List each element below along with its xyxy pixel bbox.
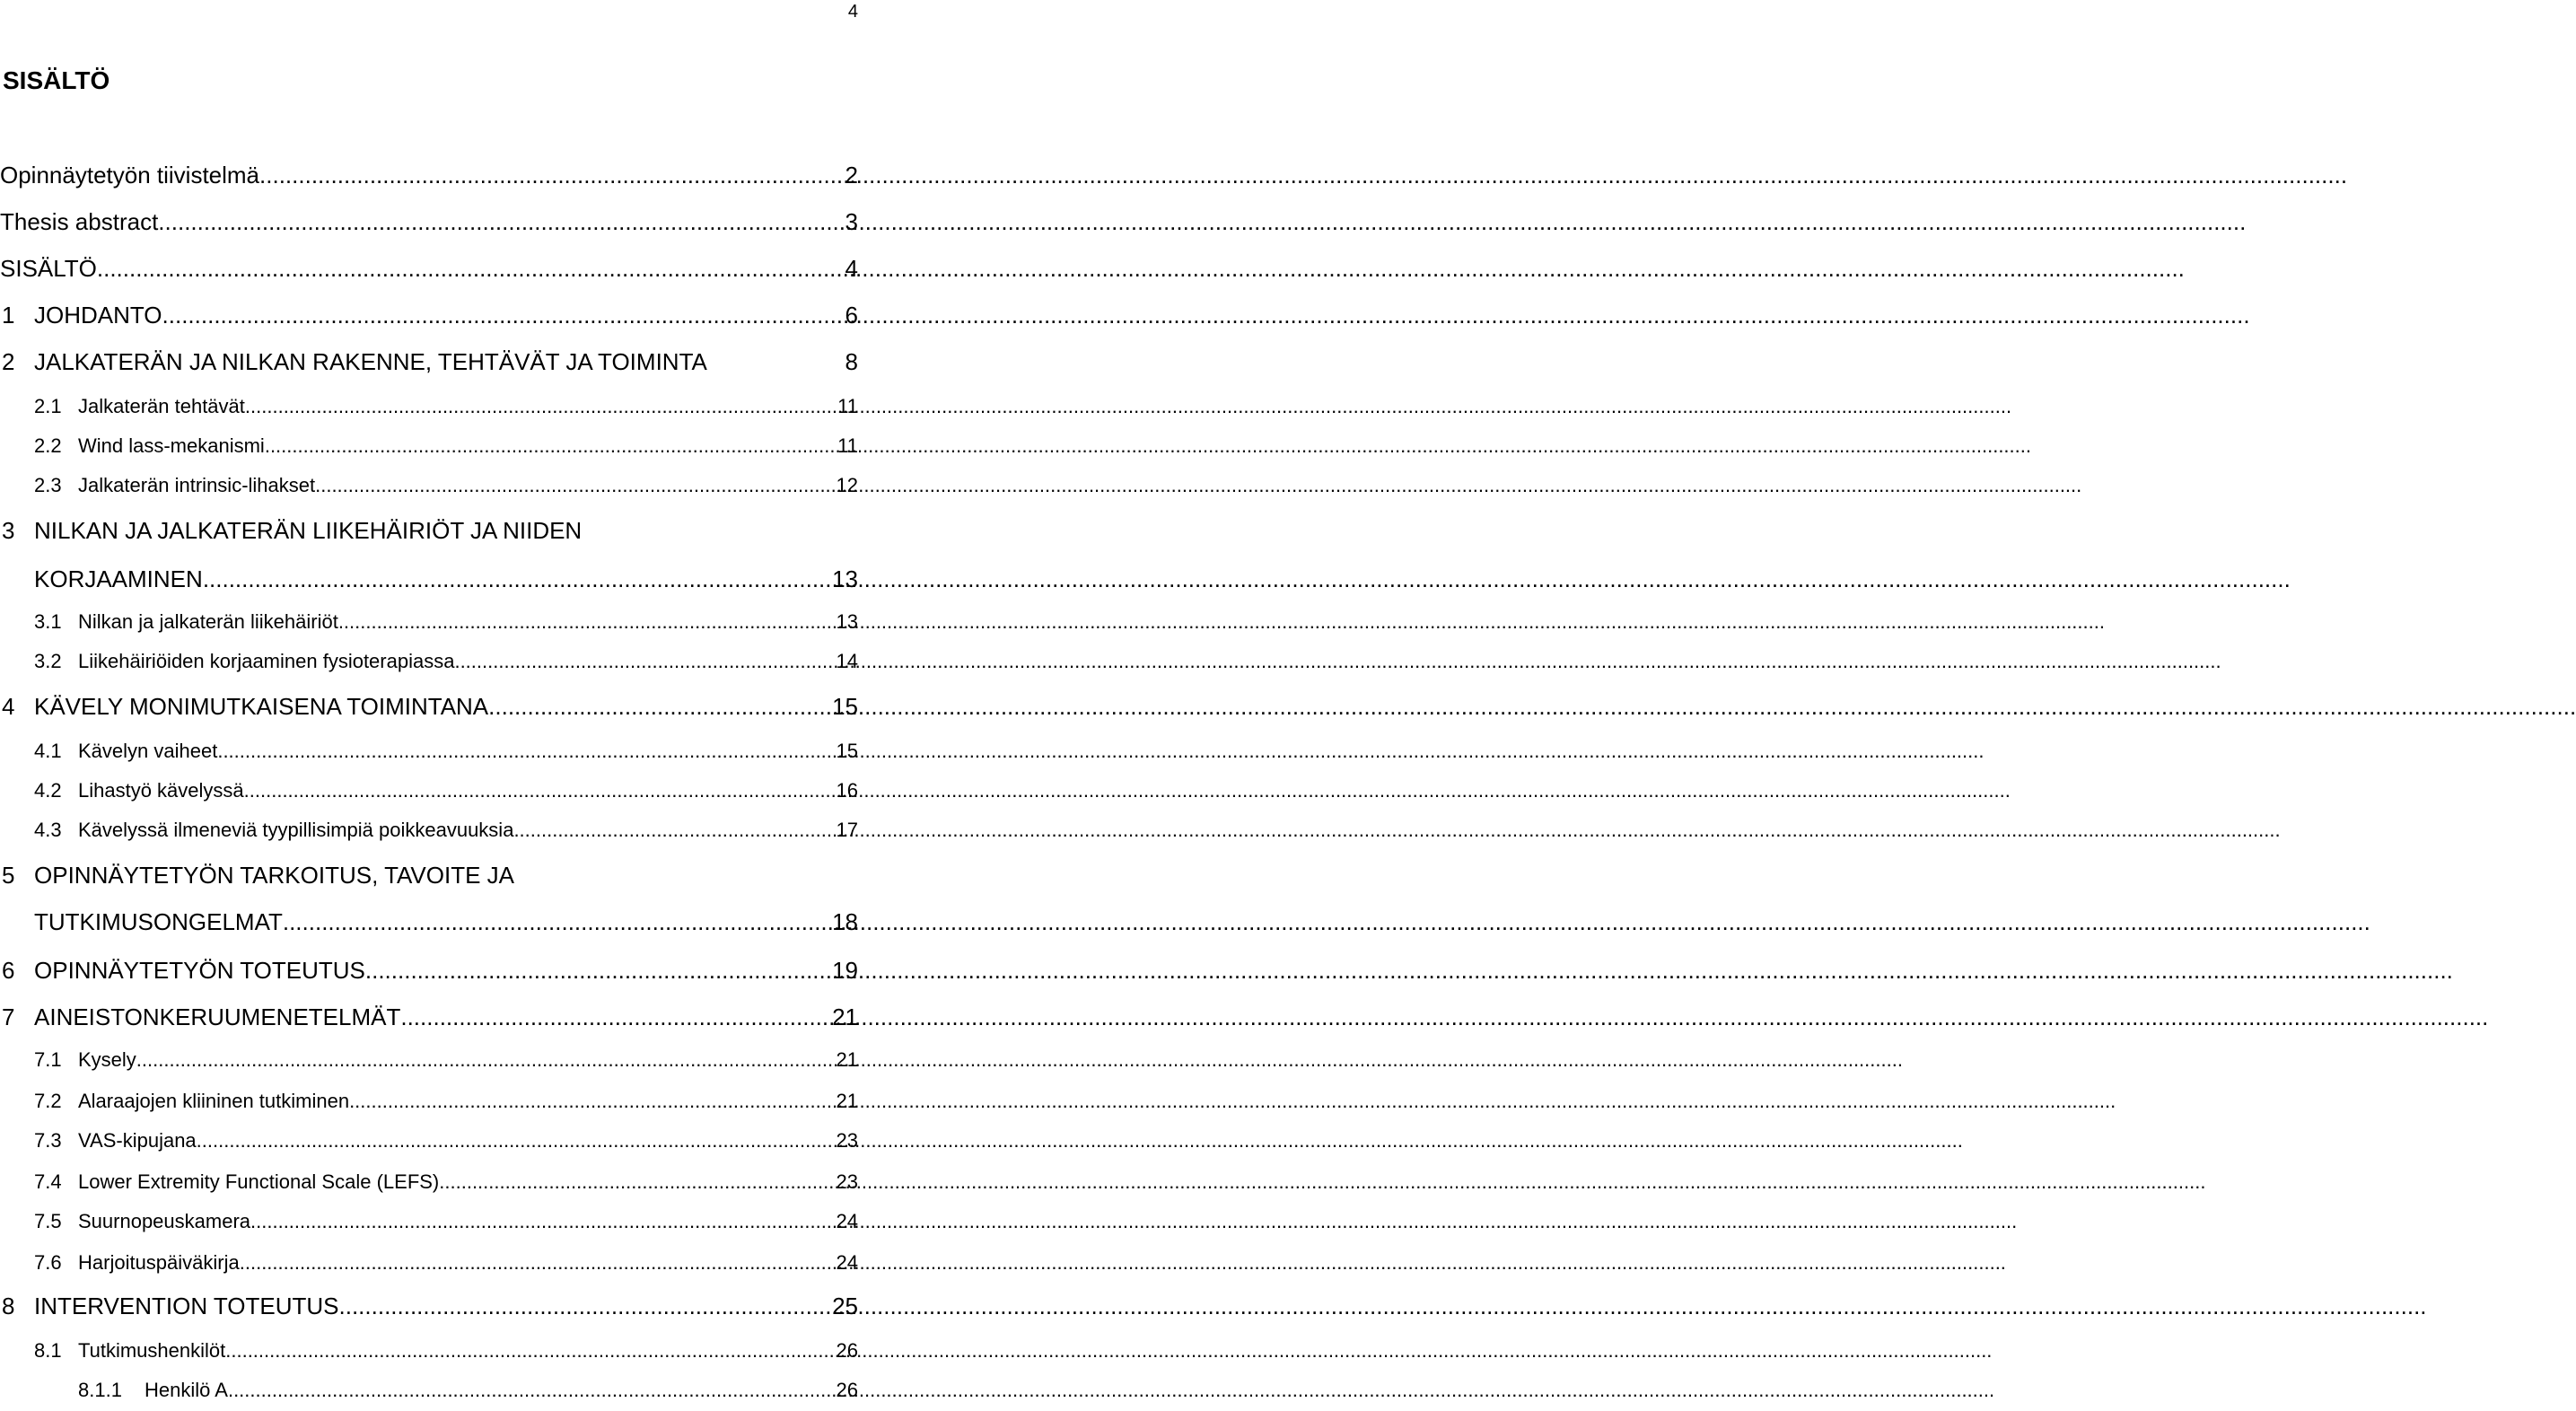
toc-leader-dots [97,255,846,283]
toc-leader-dots [197,1129,837,1152]
toc-leader-dots [240,1251,837,1275]
toc-entry-title: Thesis abstract [0,208,159,235]
toc-entry-title: Jalkaterän tehtävät [78,395,245,417]
toc-entry-number: 3.1 [34,610,62,633]
toc-entry-title: Liikehäiriöiden korjaaminen fysioterapiassa [78,650,455,672]
toc-leader-dots [283,908,832,936]
page-number: 4 [847,2,858,22]
toc-entry-number: 7.1 [34,1048,62,1071]
toc-entry-number: 3.2 [34,650,62,672]
toc-entry[interactable] [0,1293,862,1320]
toc-entry[interactable] [0,474,862,497]
toc-leader-dots [513,819,836,842]
toc-leader-dots [400,1003,832,1031]
toc-entry-page: 23 [836,1129,858,1152]
toc-heading: SISÄLTÖ [3,66,110,94]
toc-leader-dots [259,162,846,189]
toc-entry-page: 13 [836,610,858,633]
toc-entry-title: Alaraajojen kliininen tutkiminen [78,1090,350,1112]
toc-entry[interactable] [0,1129,862,1152]
toc-entry[interactable] [0,908,862,936]
toc-entry-page: 17 [836,819,858,841]
toc-entry-number: 2.2 [34,434,62,457]
toc-entry-page: 24 [836,1251,858,1274]
toc-entry[interactable] [0,693,862,721]
toc-entry-title: VAS-kipujana [78,1129,197,1152]
toc-entry-title: Wind lass-mekanismi [78,434,265,457]
toc-entry-title: Lihastyö kävelyssä [78,779,244,802]
toc-entry-page: 24 [836,1210,858,1232]
toc-leader-dots [454,650,836,673]
toc-entry[interactable] [0,565,862,593]
toc-leader-dots [136,1048,837,1072]
toc-entry-number: 4.3 [34,819,62,841]
toc-entry[interactable] [0,517,862,545]
toc-entry-page: 6 [845,302,858,329]
toc-entry[interactable] [0,434,862,458]
toc-entry-title: KORJAAMINEN [34,565,203,592]
toc-entry-page: 11 [837,434,858,457]
toc-entry-page: 3 [845,208,858,235]
toc-entry-number: 5 [2,862,15,889]
toc-entry-title: Suurnopeuskamera [78,1210,251,1232]
toc-entry-page: 16 [836,779,858,802]
toc-leader-dots [228,1379,837,1402]
toc-entry-title: Tutkimushenkilöt [78,1339,226,1362]
toc-entry-title: OPINNÄYTETYÖN TOTEUTUS [34,957,365,984]
toc-entry-page: 25 [832,1293,858,1319]
toc-leader-dots [338,610,837,634]
toc-entry[interactable] [0,1170,862,1194]
toc-leader-dots [245,395,837,418]
toc-entry-page: 19 [832,957,858,984]
toc-entry[interactable] [0,779,862,802]
toc-entry[interactable] [0,1048,862,1072]
toc-leader-dots [244,779,837,802]
toc-entry-title: INTERVENTION TOTEUTUS [34,1293,339,1319]
toc-entry[interactable] [0,819,862,842]
toc-entry-number: 7.6 [34,1251,62,1274]
toc-entry-number: 4.2 [34,779,62,802]
toc-entry-title: Lower Extremity Functional Scale (LEFS) [78,1170,440,1193]
toc-entry-title: Opinnäytetyön tiivistelmä [0,162,260,188]
toc-entry-number: 7.2 [34,1090,62,1112]
toc-entry-page: 11 [837,395,858,417]
toc-entry-page: 8 [845,348,858,375]
toc-entry-page: 12 [836,474,858,496]
toc-leader-dots [225,1339,836,1363]
toc-entry-title: JALKATERÄN JA NILKAN RAKENNE, TEHTÄVÄT JA TOIMINTA [34,348,707,375]
toc-entry-title: KÄVELY MONIMUTKAISENA TOIMINTANA [34,693,489,720]
toc-entry-page: 15 [832,693,858,720]
toc-entry-page: 13 [832,565,858,592]
toc-entry-page: 2 [845,162,858,188]
toc-entry-number: 4 [2,693,15,720]
toc-entry-title: Nilkan ja jalkaterän liikehäiriöt [78,610,338,633]
toc-entry-title: NILKAN JA JALKATERÄN LIIKEHÄIRIÖT JA NIIDEN [34,517,583,544]
toc-entry-number: 7.3 [34,1129,62,1152]
toc-entry[interactable] [0,957,862,985]
toc-entry-page: 14 [836,650,858,672]
toc-entry[interactable] [0,348,862,376]
toc-entry-page: 26 [836,1339,858,1362]
toc-leader-dots [158,208,845,236]
toc-entry[interactable] [0,1210,862,1233]
toc-entry[interactable] [0,1379,862,1402]
toc-entry-number: 7 [2,1003,15,1030]
toc-entry-title: OPINNÄYTETYÖN TARKOITUS, TAVOITE JA [34,862,515,889]
toc-entry-number: 7.4 [34,1170,62,1193]
toc-entry-title: AINEISTONKERUUMENETELMÄT [34,1003,401,1030]
toc-entry[interactable] [0,1339,862,1363]
toc-leader-dots [339,1293,833,1320]
toc-entry[interactable] [0,650,862,673]
toc-entry-page: 21 [832,1003,858,1030]
toc-leader-dots [217,740,836,763]
toc-leader-dots [439,1170,836,1194]
toc-entry-page: 18 [832,908,858,935]
toc-entry-number: 3 [2,517,15,544]
toc-entry-title: Kävelyn vaiheet [78,740,218,762]
toc-entry-number: 8.1 [34,1339,62,1362]
toc-entry-title: Kysely [78,1048,136,1071]
toc-entry-number: 1 [2,302,15,329]
toc-entry[interactable] [0,255,862,283]
toc-leader-dots [265,434,837,458]
toc-leader-dots [365,957,832,985]
toc-entry-title: JOHDANTO [34,302,162,329]
toc-entry-page: 23 [836,1170,858,1193]
toc-entry[interactable] [0,162,862,189]
toc-entry-number: 4.1 [34,740,62,762]
toc-entry[interactable] [0,208,862,236]
toc-leader-dots [315,474,836,497]
toc-leader-dots [162,302,846,329]
toc-entry-title: Jalkaterän intrinsic-lihakset [78,474,316,496]
toc-entry[interactable] [0,740,862,763]
toc-leader-dots [203,565,832,593]
toc-entry-number: 7.5 [34,1210,62,1232]
toc-entry-title: SISÄLTÖ [0,255,97,282]
toc-entry-number: 2.3 [34,474,62,496]
toc-entry-number: 8 [2,1293,15,1319]
toc-entry-title: TUTKIMUSONGELMAT [34,908,283,935]
toc-entry[interactable] [0,302,862,329]
toc-entry-number: 2 [2,348,15,375]
toc-entry-title: Harjoituspäiväkirja [78,1251,240,1274]
toc-entry-page: 21 [836,1090,858,1112]
toc-entry-page: 15 [836,740,858,762]
toc-entry-page: 4 [845,255,858,282]
toc-entry-page: 26 [836,1379,858,1401]
toc-entry-number: 8.1.1 [78,1379,122,1401]
toc-leader-dots [250,1210,837,1233]
toc-leader-dots [349,1090,836,1113]
toc-entry-page: 21 [836,1048,858,1071]
toc-entry[interactable] [0,395,862,418]
toc-entry[interactable] [0,1251,862,1275]
toc-leader-dots [488,693,832,721]
toc-entry-number: 2.1 [34,395,62,417]
toc-entry-number: 6 [2,957,15,984]
toc-entry[interactable] [0,1003,862,1031]
toc-entry-title: Kävelyssä ilmeneviä tyypillisimpiä poikkeavuuksia [78,819,514,841]
toc-entry[interactable] [0,862,862,890]
toc-entry[interactable] [0,1090,862,1113]
toc-entry-title: Henkilö A [145,1379,228,1401]
toc-entry[interactable] [0,610,862,634]
